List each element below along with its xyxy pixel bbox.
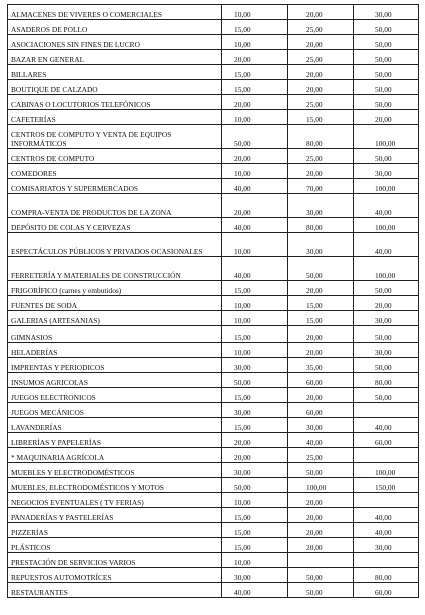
fee-value-cell-2: 30,00 (288, 418, 354, 433)
fee-value-cell-1: 10,00 (222, 296, 288, 311)
table-row (8, 194, 419, 218)
fee-value-cell-3: 50,00 (354, 20, 419, 35)
fee-table-body (8, 5, 419, 598)
fee-value-cell-1: 30,00 (222, 568, 288, 583)
fee-value-cell-2: 50,00 (288, 257, 354, 281)
fee-value-cell-1: 10,00 (222, 5, 288, 20)
fee-value-cell-3: 50,00 (354, 326, 419, 343)
fee-value-cell-1: 40,00 (222, 179, 288, 194)
business-type-cell: PLÁSTICOS (8, 538, 222, 553)
fee-value-cell-3: 30,00 (354, 5, 419, 20)
fee-value-cell-2: 60,00 (288, 403, 354, 418)
fee-value-cell-1: 20,00 (222, 433, 288, 448)
table-row (8, 538, 419, 553)
fee-value-cell-3: 20,00 (354, 110, 419, 125)
fee-value-cell-3: 20,00 (354, 296, 419, 311)
fee-value-cell-1: 10,00 (222, 553, 288, 568)
fee-value-cell-2: 20,00 (288, 5, 354, 20)
business-type-cell: MUEBLES, ELECTRODOMÉSTICOS Y MOTOS (8, 478, 222, 493)
table-row (8, 583, 419, 598)
table-row (8, 343, 419, 358)
fee-value-cell-2: 20,00 (288, 65, 354, 80)
fee-value-cell-2: 30,00 (288, 233, 354, 257)
fee-value-cell-3 (354, 448, 419, 463)
business-type-cell: NEGOCIOS EVENTUALES ( TV FERIAS) (8, 493, 222, 508)
fee-value-cell-3: 50,00 (354, 358, 419, 373)
fee-value-cell-1: 15,00 (222, 281, 288, 296)
fee-value-cell-3 (354, 403, 419, 418)
table-row (8, 403, 419, 418)
fee-value-cell-3: 50,00 (354, 65, 419, 80)
table-row (8, 433, 419, 448)
table-row (8, 35, 419, 50)
fee-value-cell-2: 20,00 (288, 343, 354, 358)
table-row (8, 478, 419, 493)
business-type-cell: CENTROS DE COMPUTO Y VENTA DE EQUIPOS INFORMÁTICOS (8, 125, 222, 149)
fee-value-cell-3: 50,00 (354, 80, 419, 95)
fee-value-cell-2: 20,00 (288, 493, 354, 508)
fee-value-cell-2: 20,00 (288, 508, 354, 523)
fee-value-cell-2: 25,00 (288, 20, 354, 35)
fee-value-cell-3: 30,00 (354, 538, 419, 553)
business-type-cell: PRESTACIÓN DE SERVICIOS VARIOS (8, 553, 222, 568)
fee-value-cell-3: 100,00 (354, 218, 419, 233)
business-type-cell: ALMACENES DE VIVERES O COMERCIALES (8, 5, 222, 20)
fee-value-cell-3: 40,00 (354, 508, 419, 523)
fee-value-cell-1: 30,00 (222, 463, 288, 478)
fee-value-cell-1: 15,00 (222, 508, 288, 523)
fee-value-cell-1: 40,00 (222, 257, 288, 281)
fee-value-cell-3: 50,00 (354, 50, 419, 65)
fee-value-cell-2: 20,00 (288, 35, 354, 50)
business-type-cell: ASOCIACIONES SIN FINES DE LUCRO (8, 35, 222, 50)
table-row (8, 311, 419, 326)
fee-value-cell-1: 20,00 (222, 194, 288, 218)
fee-value-cell-3: 40,00 (354, 233, 419, 257)
fee-value-cell-2: 20,00 (288, 281, 354, 296)
table-row (8, 418, 419, 433)
table-row (8, 463, 419, 478)
fee-value-cell-3 (354, 493, 419, 508)
fee-value-cell-3: 100,00 (354, 463, 419, 478)
business-type-cell: FRIGORÍFICO (carnes y embutidos) (8, 281, 222, 296)
fee-value-cell-3: 50,00 (354, 388, 419, 403)
fee-value-cell-3: 60,00 (354, 583, 419, 598)
fee-value-cell-2: 25,00 (288, 95, 354, 110)
fee-value-cell-1: 20,00 (222, 50, 288, 65)
fee-value-cell-1: 50,00 (222, 373, 288, 388)
fee-value-cell-2: 25,00 (288, 149, 354, 164)
fee-value-cell-1: 20,00 (222, 95, 288, 110)
fee-value-cell-1: 10,00 (222, 35, 288, 50)
fee-value-cell-3: 50,00 (354, 149, 419, 164)
fee-value-cell-1: 15,00 (222, 65, 288, 80)
fee-value-cell-1: 15,00 (222, 326, 288, 343)
business-type-cell: COMPRA-VENTA DE PRODUCTOS DE LA ZONA (8, 194, 222, 218)
table-row (8, 326, 419, 343)
fee-value-cell-1: 15,00 (222, 523, 288, 538)
fee-value-cell-1: 15,00 (222, 20, 288, 35)
table-row (8, 149, 419, 164)
fee-value-cell-1: 10,00 (222, 110, 288, 125)
table-row (8, 110, 419, 125)
business-type-cell: ESPECTÁCULOS PÚBLICOS Y PRIVADOS OCASIONALES (8, 233, 222, 257)
business-type-cell: INSUMOS AGRICOLAS (8, 373, 222, 388)
fee-value-cell-3: 150,00 (354, 478, 419, 493)
fee-value-cell-1: 10,00 (222, 233, 288, 257)
fee-value-cell-1: 50,00 (222, 125, 288, 149)
fee-value-cell-2: 20,00 (288, 164, 354, 179)
table-row (8, 373, 419, 388)
fee-value-cell-2: 80,00 (288, 125, 354, 149)
fee-value-cell-3: 50,00 (354, 281, 419, 296)
fee-value-cell-2: 80,00 (288, 218, 354, 233)
fee-value-cell-2: 50,00 (288, 568, 354, 583)
fee-value-cell-3: 100,00 (354, 125, 419, 149)
fee-value-cell-1: 40,00 (222, 218, 288, 233)
fee-value-cell-2: 50,00 (288, 583, 354, 598)
fee-value-cell-3: 30,00 (354, 164, 419, 179)
business-type-cell: GALERIAS (ARTESANIAS) (8, 311, 222, 326)
fee-value-cell-1: 10,00 (222, 493, 288, 508)
fee-value-cell-2: 20,00 (288, 523, 354, 538)
fee-value-cell-2: 20,00 (288, 80, 354, 95)
fee-value-cell-3: 80,00 (354, 373, 419, 388)
fee-value-cell-1: 30,00 (222, 403, 288, 418)
table-row (8, 65, 419, 80)
fee-value-cell-1: 15,00 (222, 538, 288, 553)
table-row (8, 553, 419, 568)
business-type-cell: BOUTIQUE DE CALZADO (8, 80, 222, 95)
business-type-cell: COMISARIATOS Y SUPERMERCADOS (8, 179, 222, 194)
fee-value-cell-2: 15,00 (288, 110, 354, 125)
table-row (8, 125, 419, 149)
table-row (8, 50, 419, 65)
business-type-cell: ASADEROS DE POLLO (8, 20, 222, 35)
fee-value-cell-3: 30,00 (354, 311, 419, 326)
fee-value-cell-2 (288, 553, 354, 568)
fee-value-cell-3: 40,00 (354, 523, 419, 538)
fee-value-cell-2: 40,00 (288, 433, 354, 448)
business-type-cell: RESTAURANTES (8, 583, 222, 598)
fee-value-cell-2: 15,00 (288, 296, 354, 311)
business-type-cell: FERRETERÍA Y MATERIALES DE CONSTRUCCIÓN (8, 257, 222, 281)
fee-value-cell-2: 20,00 (288, 538, 354, 553)
business-type-cell: JUEGOS ELECTRONICOS (8, 388, 222, 403)
table-row (8, 493, 419, 508)
business-type-cell: CAFETERÍAS (8, 110, 222, 125)
fee-value-cell-1: 15,00 (222, 418, 288, 433)
fee-value-cell-3: 100,00 (354, 257, 419, 281)
fee-value-cell-2: 20,00 (288, 326, 354, 343)
business-type-cell: LAVANDERÍAS (8, 418, 222, 433)
fee-value-cell-3: 40,00 (354, 418, 419, 433)
business-type-cell: HELADERÍAS (8, 343, 222, 358)
table-row (8, 388, 419, 403)
business-type-cell: PANADERÍAS Y PASTELERÍAS (8, 508, 222, 523)
table-row (8, 5, 419, 20)
table-row (8, 218, 419, 233)
fee-value-cell-2: 25,00 (288, 50, 354, 65)
fee-value-cell-3: 60,00 (354, 433, 419, 448)
fee-value-cell-1: 30,00 (222, 358, 288, 373)
business-type-cell: IMPRENTAS Y PERIODICOS (8, 358, 222, 373)
business-type-cell: CENTROS DE COMPUTO (8, 149, 222, 164)
table-row (8, 448, 419, 463)
business-type-cell: COMEDORES (8, 164, 222, 179)
fee-value-cell-1: 20,00 (222, 149, 288, 164)
business-type-cell: CABINAS O LOCUTORIOS TELEFÓNICOS (8, 95, 222, 110)
fee-value-cell-2: 60,00 (288, 373, 354, 388)
fee-value-cell-2: 100,00 (288, 478, 354, 493)
fee-value-cell-2: 70,00 (288, 179, 354, 194)
fee-value-cell-1: 10,00 (222, 311, 288, 326)
business-type-cell: * MAQUINARIA AGRÍCOLA (8, 448, 222, 463)
business-type-cell: REPUESTOS AUTOMOTRÍCES (8, 568, 222, 583)
fee-value-cell-2: 20,00 (288, 388, 354, 403)
fee-value-cell-1: 20,00 (222, 448, 288, 463)
business-type-cell: MUEBLES Y ELECTRODOMÉSTICOS (8, 463, 222, 478)
table-row (8, 523, 419, 538)
table-row (8, 179, 419, 194)
fee-value-cell-1: 15,00 (222, 80, 288, 95)
business-type-cell: DEPÓSITO DE COLAS Y CERVEZAS (8, 218, 222, 233)
table-row (8, 233, 419, 257)
fee-value-cell-3 (354, 553, 419, 568)
fee-value-cell-1: 15,00 (222, 388, 288, 403)
table-row (8, 164, 419, 179)
business-type-cell: BAZAR EN GENERAL (8, 50, 222, 65)
table-row (8, 508, 419, 523)
fee-value-cell-2: 35,00 (288, 358, 354, 373)
fee-value-cell-2: 50,00 (288, 463, 354, 478)
table-row (8, 296, 419, 311)
fee-value-cell-3: 50,00 (354, 95, 419, 110)
fee-value-cell-3: 50,00 (354, 35, 419, 50)
table-row (8, 281, 419, 296)
business-type-cell: LIBRERÍAS Y PAPELERÍAS (8, 433, 222, 448)
table-row (8, 568, 419, 583)
fee-table (7, 4, 419, 598)
fee-value-cell-2: 30,00 (288, 194, 354, 218)
fee-value-cell-3: 30,00 (354, 343, 419, 358)
business-type-cell: JUEGOS MECÁNICOS (8, 403, 222, 418)
table-row (8, 20, 419, 35)
fee-schedule-sheet (7, 4, 418, 598)
fee-value-cell-2: 15,00 (288, 311, 354, 326)
fee-value-cell-3: 80,00 (354, 568, 419, 583)
fee-value-cell-1: 40,00 (222, 583, 288, 598)
table-row (8, 95, 419, 110)
business-type-cell: FUENTES DE SODA (8, 296, 222, 311)
table-row (8, 80, 419, 95)
fee-value-cell-1: 10,00 (222, 343, 288, 358)
table-row (8, 257, 419, 281)
business-type-cell: PIZZERÍAS (8, 523, 222, 538)
fee-value-cell-2: 25,00 (288, 448, 354, 463)
fee-value-cell-1: 10,00 (222, 164, 288, 179)
fee-value-cell-1: 50,00 (222, 478, 288, 493)
fee-value-cell-3: 40,00 (354, 194, 419, 218)
fee-value-cell-3: 100,00 (354, 179, 419, 194)
table-row (8, 358, 419, 373)
business-type-cell: BILLARES (8, 65, 222, 80)
business-type-cell: GIMNASIOS (8, 326, 222, 343)
